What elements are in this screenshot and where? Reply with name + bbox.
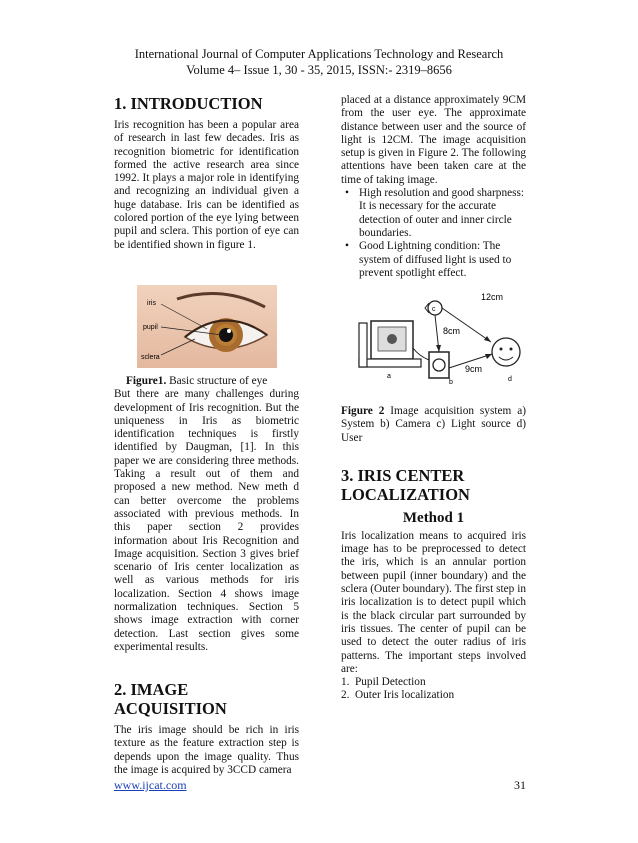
face-left-eye — [500, 348, 503, 351]
section-title-image-acquisition: 2. IMAGE ACQUISITION — [114, 680, 227, 718]
acquisition-bullets — [341, 187, 526, 280]
eyebrow — [177, 294, 265, 307]
figure2-label-d: d — [508, 376, 512, 383]
list-item — [341, 676, 526, 689]
face-right-eye — [510, 348, 513, 351]
cable-line — [413, 348, 429, 360]
cpu-tower-icon — [359, 323, 367, 367]
journal-header — [0, 46, 638, 78]
figure1-caption-label: Figure1. — [126, 375, 167, 387]
figure1-label-sclera: sclera — [141, 354, 160, 361]
eye-figure — [137, 285, 277, 368]
distance-label-9cm: 9cm — [465, 364, 483, 374]
iris-paragraph-1: Iris localization means to acquired iris image has to be preprocessed to detect the iris, which is an annular portion between pupil (inner boundary) and the sclera (Outer boundary). The first step in iris localization is to detect pupil which is the black circular part surrounded by iris tissues. The center of pupil can be used to detect the outer radius of iris patterns. The important steps involved are: — [341, 529, 526, 675]
intro-paragraph-1: Iris recognition has been a popular area of research in last few decades. Iris as recognition biometric for identification formed the active research area since 1992. It plays a major role in identifying and recognizing an individual given a huge database. Iris can be identified as colored portion of the eye lying between pupil and sclera. This portion of eye can be identified shown in figure 1. — [114, 119, 299, 251]
camera-lens — [433, 359, 445, 371]
left-column-acquisition — [114, 680, 299, 777]
distance-label-8cm: 8cm — [443, 326, 461, 336]
bullet-item: • Good Lightning condition: The system of diffused light is used to prevent spotlight effect. — [341, 240, 526, 280]
page-footer — [114, 778, 526, 793]
figure1-label-pupil: pupil — [143, 324, 158, 331]
right-column — [341, 94, 526, 280]
figure2-caption-text: Image acquisition system a) System b) Camera c) Light source d) User — [341, 405, 526, 444]
figure2-caption — [341, 405, 526, 445]
figure2-caption-label: Figure 2 — [341, 405, 385, 417]
list-item — [341, 689, 526, 702]
journal-title: International Journal of Computer Applications Technology and Research — [134, 47, 504, 61]
bullet-item: • High resolution and good sharpness: It is necessary for the accurate detection of outer and inner circle boundaries. — [341, 187, 526, 240]
figure2-label-b: b — [449, 379, 453, 386]
intro-paragraph-2: But there are many challenges during development of Iris recognition. But the uniqueness in Iris as biometric identification techniques is firstly identified by Daugman, [1]. In this paper we are considering three methods. Taking a result out of them and proposed a new method. New meth d can better overcome the problems associated with previous methods. In this paper section 2 provides information about Iris Recognition and Image acquisition. Section 3 gives brief scenario of Iris center localization as well as various methods for iris localization. Section 4 shows image normalization techniques. Section 5 shows image extraction with corner detection. Last section gives some experimental results. — [114, 388, 299, 653]
journal-volume: Volume 4– Issue 1, 30 - 35, 2015, ISSN:- 2319–8656 — [186, 63, 452, 77]
iris-pointer-line — [161, 304, 207, 329]
iris-steps-list — [341, 676, 526, 703]
figure1-caption-text: Basic structure of eye — [166, 375, 268, 387]
step-text: Outer Iris localization — [355, 689, 455, 702]
eye-illustration — [137, 285, 277, 368]
left-column — [114, 94, 299, 252]
left-column-lower — [114, 375, 299, 654]
step-number: 1. — [341, 676, 350, 689]
monitor-eye-icon — [387, 334, 397, 344]
acquisition-paragraph-2: placed at a distance approximately 9CM from the user eye. The approximate distance between user and the source of light is 12CM. The image acquisition setup is given in Figure 2. The following attentions have been taken care at the time of taking image. — [341, 94, 526, 186]
arrowhead-9cm — [485, 354, 492, 359]
distance-label-12cm: 12cm — [481, 292, 504, 302]
figure1-caption — [114, 375, 299, 388]
journal-url-link[interactable]: www.ijcat.com — [114, 778, 187, 792]
figure1-label-iris: iris — [147, 300, 156, 307]
acquisition-paragraph-1: The iris image should be rich in iris texture as the feature extraction step is depends upon the image quality. Thus the image is acquired by 3CCD camera — [114, 724, 299, 776]
keyboard-icon — [359, 359, 421, 367]
step-number: 2. — [341, 689, 350, 702]
figure2-label-c: c — [432, 306, 436, 313]
step-text: Pupil Detection — [355, 676, 426, 689]
method-heading: Method 1 — [402, 509, 465, 526]
right-column-lower — [341, 405, 526, 703]
section-title-iris-localization: 3. IRIS CENTER LOCALIZATION — [341, 465, 470, 504]
figure2-label-a: a — [387, 373, 391, 380]
eye-highlight — [227, 329, 231, 333]
page-number: 31 — [514, 778, 526, 792]
acquisition-figure — [341, 288, 526, 393]
acquisition-diagram — [341, 288, 526, 393]
sclera-pointer-line — [161, 339, 195, 355]
arrow-12cm — [442, 308, 491, 342]
user-face-icon — [492, 338, 520, 366]
section-title-introduction: 1. INTRODUCTION — [114, 94, 263, 113]
arrowhead-12cm — [484, 336, 491, 342]
